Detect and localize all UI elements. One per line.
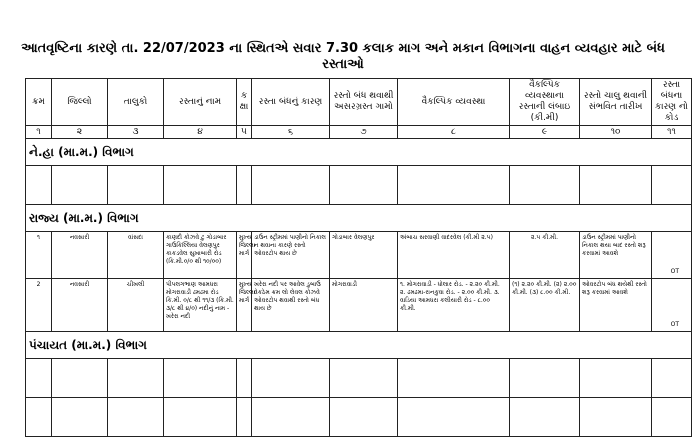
header-affected-villages: રસ્તો બંધ થવાથી અસરગ્રસ્ત ગામો (330, 79, 398, 126)
cell-villages: ગોડાબાર વેલણપુર (330, 232, 398, 279)
header-sr: ક્રમ (26, 79, 52, 126)
reason-code: OT (670, 321, 679, 328)
cell-date: ઓવરટોપ બંધ થયેથી રસ્તો શરૂ કરવામાં આવશે (580, 279, 652, 332)
col-number: ૧૧ (652, 126, 692, 139)
cell-alternate: અંબાચ સરવાણી વાદરવેલ (કી.મી ૨.૫) (398, 232, 510, 279)
cell-sr: 2 (26, 279, 52, 332)
header-category: ક ક્ષા (237, 79, 252, 126)
cell-sr: ૧ (26, 232, 52, 279)
header-road-name: રસ્તાનું નામ (164, 79, 237, 126)
page-title: આતવૃષ્ટિના કારણે તા. 22/07/2023 ના સ્થિતએ સવાર 7.30 કલાક માગ અને મકાન વિભાગના વાહન વ્યવહાર માટે બંધ રસ્તાઓ (21, 41, 665, 72)
col-number: ૬ (252, 126, 330, 139)
cell-taluka: વાંસદા (108, 232, 164, 279)
cell-road-name: કાણદી કોઝવે ટુ ગોડાબાર ગાઉકિલ્લિયા વેલણપુર કાકડવેલ સુખાબારી રોડ (કિ.મી.૦/૦ થી ૧૦/૦૦) (164, 232, 237, 279)
col-number: ૪ (164, 126, 237, 139)
col-number: ૨ (52, 126, 108, 139)
table-row (26, 232, 692, 279)
header-alternate-length: વૈકલ્પિક વ્યવસ્થાના રસ્તાની લંબાઇ (કી.મી) (510, 79, 580, 126)
reason-code: OT (670, 268, 679, 275)
col-number: ૧ (26, 126, 52, 139)
section-row-state (26, 205, 692, 232)
col-number: ૭ (330, 126, 398, 139)
cell-villages: મોગરાવાડી (330, 279, 398, 332)
cell-length: ૨.૫ કી.મી. (510, 232, 580, 279)
cell-length: (૧) ૨.૨૦ કી.મી. (૨) ૨.૦૦ કી.મી. (૩) ૮.૦૦ કી.મી. (510, 279, 580, 332)
column-number-row (26, 126, 692, 139)
header-taluka: તાલુકો (108, 79, 164, 126)
section-row-panchayat (26, 332, 692, 359)
table-row (26, 279, 692, 332)
section-row-nh (26, 139, 692, 166)
section-title-state: રાજ્ય (મા.મ.) વિભાગ (26, 205, 692, 232)
header-reason: રસ્તા બંધનું કારણ (252, 79, 330, 126)
cell-reason: ડાઉન સ્ટ્રીમમાં પાણીનો નિકાલ ન થવાના કારણે રસ્તો ઓવરટોપ થાય છે (252, 232, 330, 279)
cell-date: ડાઉન સ્ટ્રીમમાં પાણીનો નિકાલ થયા બાદ રસ્તો શરૂ કરવામાં આવશે (580, 232, 652, 279)
cell-category: મુખ્ય જિલ્લા માર્ગ (237, 232, 252, 279)
col-number: ૧૦ (580, 126, 652, 139)
header-district: જિલ્લો (52, 79, 108, 126)
cell-road-name: પીપલગભાણ આમધરા મોગરાવાડી ઢમઢમા રોડ કિ.મી. ૦/૮ થી ૧૧/૩ (કિ.મી. ૩/૮ થી ૪/૦) નદીનું નામ - ખરેરા નદી (164, 279, 237, 332)
empty-row (26, 166, 692, 205)
cell-reason: ખરેરા નદી પર આવેલ ડુબાઉ વેકઠેમ ક્રમ લો લેવલ કોઝવે ઓવરટોપ થવાથી રસ્તો બંધ થાય છે (252, 279, 330, 332)
section-title-panchayat: પંચાયત (મા.મ.) વિભાગ (26, 332, 692, 359)
cell-code (652, 279, 692, 332)
col-number: ૯ (510, 126, 580, 139)
cell-code (652, 232, 692, 279)
empty-row (26, 398, 692, 437)
section-title-nh: ને.હા (મા.મ.) વિભાગ (26, 139, 692, 166)
col-number: ૫ (237, 126, 252, 139)
header-row (26, 79, 692, 126)
col-number: ૮ (398, 126, 510, 139)
empty-row (26, 359, 692, 398)
col-number: ૩ (108, 126, 164, 139)
cell-alternate: ૧. મોગરાવાડી - ધોલાર રોડ. - ૨.૨૦ કી.મી. ૨. ઢમઢમા-રાનકુવા રોડ. - ૨.૦૦ કી.મી. ૩. વાડિયા આમધરા કલીયારી રોડ - ૮.૦૦ કી.મી. (398, 279, 510, 332)
header-reason-code: રસ્તા બંધના કારણ નો કોડ (652, 79, 692, 126)
header-alternate-route: વૈકલ્પિક વ્યવસ્થા (398, 79, 510, 126)
cell-taluka: ચીખલી (108, 279, 164, 332)
cell-district: નવસારી (52, 232, 108, 279)
cell-category: મુખ્ય જિલ્લા માર્ગ (237, 279, 252, 332)
cell-district: નવસારી (52, 279, 108, 332)
header-reopen-date: રસ્તો ચાલુ થવાની સંભવિત તારીખ (580, 79, 652, 126)
closed-roads-table (25, 78, 692, 437)
